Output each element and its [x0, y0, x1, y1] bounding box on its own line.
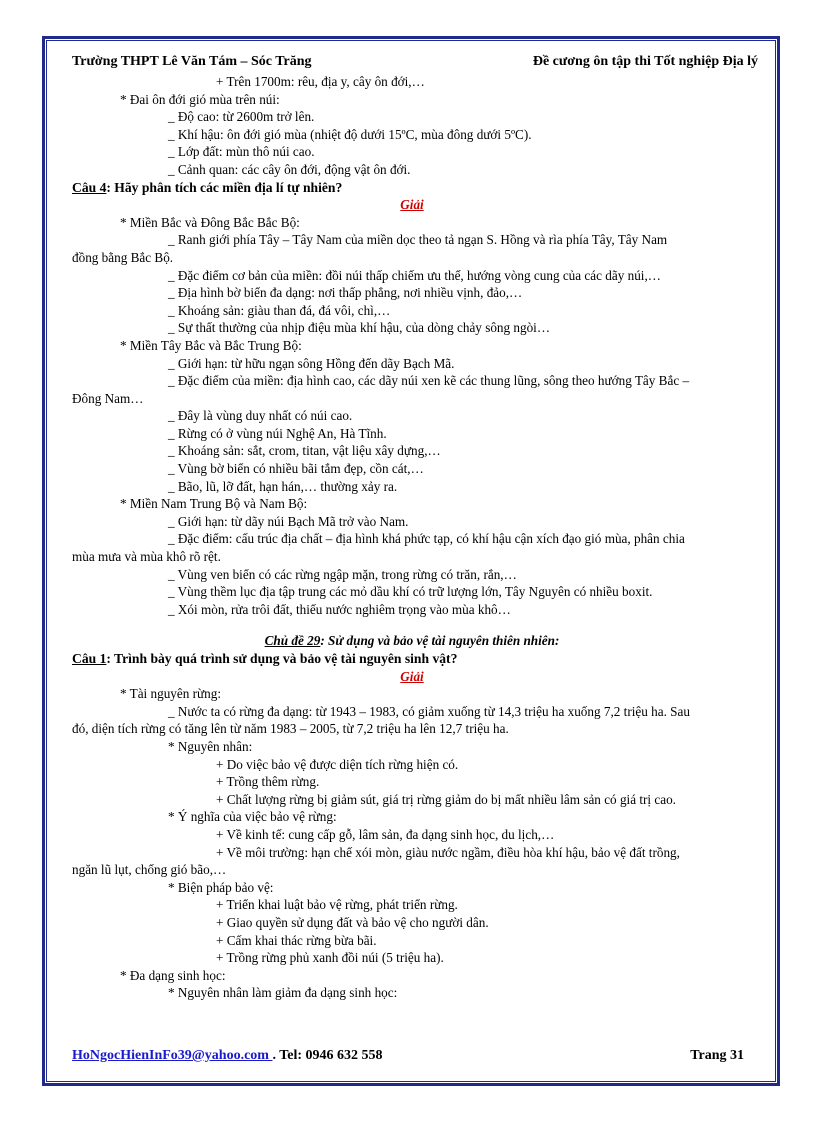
author-phone: . Tel: 0946 632 558	[272, 1048, 383, 1063]
question-number: Câu 1	[72, 651, 107, 666]
text-line: _ Đặc điểm: cấu trúc địa chất – địa hình khá phức tạp, có khí hậu cận xích đạo gió mùa, phân chia	[168, 531, 685, 547]
question-heading	[72, 179, 752, 197]
text-line: _ Vùng bờ biển có nhiều bãi tắm đẹp, cồn cát,…	[168, 461, 424, 477]
text-line: + Trên 1700m: rêu, địa y, cây ôn đới,…	[216, 74, 425, 89]
text-line: + Về môi trường: hạn chế xói mòn, giàu nước ngầm, điều hòa khí hậu, bảo vệ đất trồng,	[216, 844, 680, 860]
text-line: mùa mưa và mùa khô rõ rệt.	[72, 549, 221, 565]
text-line: _ Giới hạn: từ hữu ngạn sông Hồng đến dãy Bạch Mã.	[168, 355, 455, 371]
answer-label: Giải	[400, 197, 424, 213]
text-line: _ Xói mòn, rửa trôi đất, thiếu nước nghiêm trọng vào mùa khô…	[168, 601, 511, 617]
question-number: Câu 4	[72, 179, 107, 195]
text-line: * Miền Bắc và Đông Bắc Bắc Bộ:	[120, 214, 300, 230]
text-line: + Chất lượng rừng bị giảm sút, giá trị rừng giảm do bị mất nhiều lâm sản có giá trị cao.	[216, 791, 676, 807]
page-header	[72, 54, 758, 72]
text-line: _ Giới hạn: từ dãy núi Bạch Mã trở vào Nam.	[168, 513, 409, 529]
school-name: Trường THPT Lê Văn Tám – Sóc Trăng	[72, 54, 312, 69]
text-line: _ Đây là vùng duy nhất có núi cao.	[168, 408, 353, 424]
text-line: đó, diện tích rừng có tăng lên từ năm 1983 – 2005, từ 7,2 triệu ha lên 12,7 triệu ha.	[72, 721, 509, 737]
text-line: + Giao quyền sử dụng đất và bảo vệ cho người dân.	[216, 914, 489, 930]
text-line: đồng bằng Bắc Bộ.	[72, 249, 174, 265]
topic-heading	[72, 632, 752, 650]
text-line: _ Sự thất thường của nhịp điệu mùa khí hậu, của dòng chảy sông ngòi…	[168, 320, 551, 336]
document-body	[72, 73, 752, 1002]
text-line: ngăn lũ lụt, chống gió bão,…	[72, 862, 227, 878]
text-line: _ Khoáng sản: giàu than đá, đá vôi, chì,…	[168, 302, 391, 318]
question-text: : Hãy phân tích các miền địa lí tự nhiên?	[106, 179, 343, 195]
text-line: _ Vùng thềm lục địa tập trung các mỏ dầu khí có trữ lượng lớn, Tây Nguyên có nhiều boxit.	[168, 584, 653, 600]
text-line: + Triển khai luật bảo vệ rừng, phát triển rừng.	[216, 897, 458, 913]
question-text: : Trình bày quá trình sử dụng và bảo vệ tài nguyên sinh vật?	[106, 651, 458, 666]
text-line: _ Vùng ven biển có các rừng ngập mặn, trong rừng có trăn, rắn,…	[168, 566, 517, 582]
text-line: _ Đặc điểm của miền: địa hình cao, các dãy núi xen kẽ các thung lũng, sông theo hướng Tây Bắc –	[168, 373, 690, 389]
text-line: _ Khí hậu: ôn đới gió mùa (nhiệt độ dưới 15ºC, mùa đông dưới 5ºC).	[168, 126, 532, 142]
text-line: _ Rừng có ở vùng núi Nghệ An, Hà Tĩnh.	[168, 425, 387, 441]
text-line: _ Lớp đất: mùn thô núi cao.	[168, 144, 315, 160]
answer-label: Giải	[400, 668, 424, 684]
text-line: + Do việc bảo vệ được diện tích rừng hiện có.	[216, 756, 459, 772]
author-email-link[interactable]: HoNgocHienInFo39@yahoo.com	[72, 1048, 273, 1063]
text-line: * Tài nguyên rừng:	[120, 686, 222, 702]
text-line: * Đa dạng sinh học:	[120, 967, 226, 983]
question-heading	[72, 650, 752, 668]
text-line: * Miền Nam Trung Bộ và Nam Bộ:	[120, 496, 308, 512]
text-line: * Miền Tây Bắc và Bắc Trung Bộ:	[120, 337, 302, 353]
text-line: * Nguyên nhân:	[168, 738, 253, 754]
document-title: Đề cương ôn tập thi Tốt nghiệp Địa lý	[532, 54, 758, 69]
text-line: _ Khoáng sản: sắt, crom, titan, vật liệu xây dựng,…	[168, 443, 441, 459]
text-line: * Biện pháp bảo vệ:	[168, 879, 274, 895]
text-line: + Cấm khai thác rừng bừa bãi.	[216, 932, 377, 948]
text-line: _ Đặc điểm cơ bản của miền: đồi núi thấp chiếm ưu thế, hướng vòng cung của các dãy núi,…	[168, 267, 661, 283]
text-line: * Nguyên nhân làm giảm đa dạng sinh học:	[168, 985, 398, 1001]
page-number: Trang 31	[690, 1048, 744, 1063]
text-line: _ Địa hình bờ biển đa dạng: nơi thấp phẳng, nơi nhiều vịnh, đảo,…	[168, 285, 523, 301]
topic-number: Chủ đề 29	[264, 633, 321, 649]
text-line: + Trồng rừng phủ xanh đồi núi (5 triệu ha).	[216, 950, 444, 966]
text-line: _ Cảnh quan: các cây ôn đới, động vật ôn đới.	[168, 161, 411, 177]
text-line: * Ý nghĩa của việc bảo vệ rừng:	[168, 809, 337, 825]
text-line: + Trồng thêm rừng.	[216, 774, 320, 790]
text-line: _ Độ cao: từ 2600m trở lên.	[168, 109, 315, 125]
text-line: Đông Nam…	[72, 390, 144, 406]
page-footer	[72, 1048, 744, 1068]
topic-title: : Sử dụng và bảo vệ tài nguyên thiên nhiên:	[320, 633, 560, 649]
text-line: * Đai ôn đới gió mùa trên núi:	[120, 91, 280, 107]
text-line: _ Ranh giới phía Tây – Tây Nam của miền dọc theo tả ngạn S. Hồng và rìa phía Tây, Tây Nam	[168, 232, 668, 248]
section-spacer	[72, 618, 752, 632]
text-line: _ Bão, lũ, lỡ đất, hạn hán,… thường xảy ra.	[168, 478, 398, 494]
text-line: _ Nước ta có rừng đa dạng: từ 1943 – 1983, có giảm xuống từ 14,3 triệu ha xuống 7,2 triệu ha. Sau	[168, 703, 690, 719]
text-line: + Về kinh tế: cung cấp gỗ, lâm sản, đa dạng sinh học, du lịch,…	[216, 826, 555, 842]
